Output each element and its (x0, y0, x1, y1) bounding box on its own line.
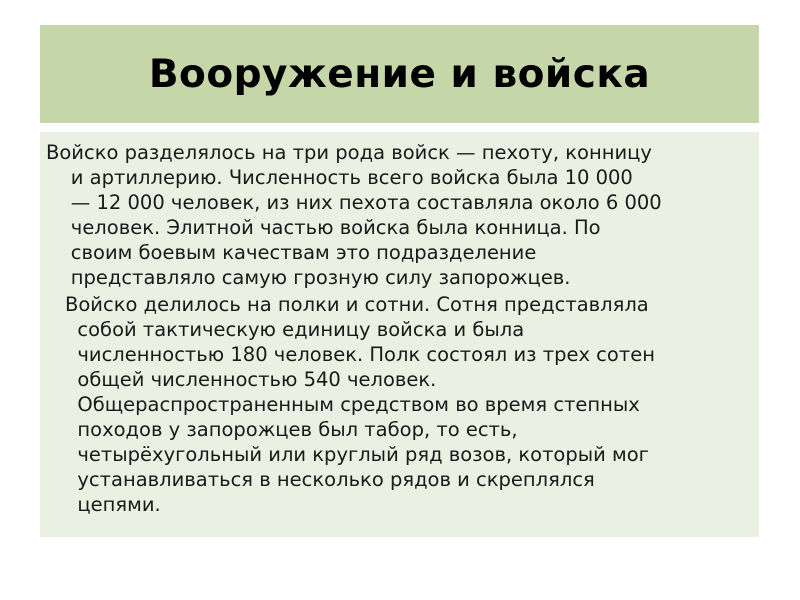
slide-title: Вооружение и войска (148, 51, 651, 97)
paragraph-regiments-and-hundreds: Войско делилось на полки и сотни. Сотня представляла собой тактическую единицу войска и была численностью 180 человек. Полк состоял из трех сотен общей численностью 540 человек. Общераспространенным средством во время степных походов у запорожцев был табор, то есть, четырёхугольный или круглый ряд возов, который мог устанавливаться в несколько рядов и скреплялся цепями. (65, 293, 655, 516)
content-panel (40, 132, 759, 537)
paragraph-army-composition: Войско разделялось на три рода войск — пехоту, конницу и артиллерию. Численность всего войска была 10 000 — 12 000 человек, из них пехота составляла около 6 000 человек. Элитной частью войска была конница. По своим боевым качествам это подразделение представляло самую грозную силу запорожцев. (46, 141, 662, 289)
title-band (40, 25, 759, 123)
